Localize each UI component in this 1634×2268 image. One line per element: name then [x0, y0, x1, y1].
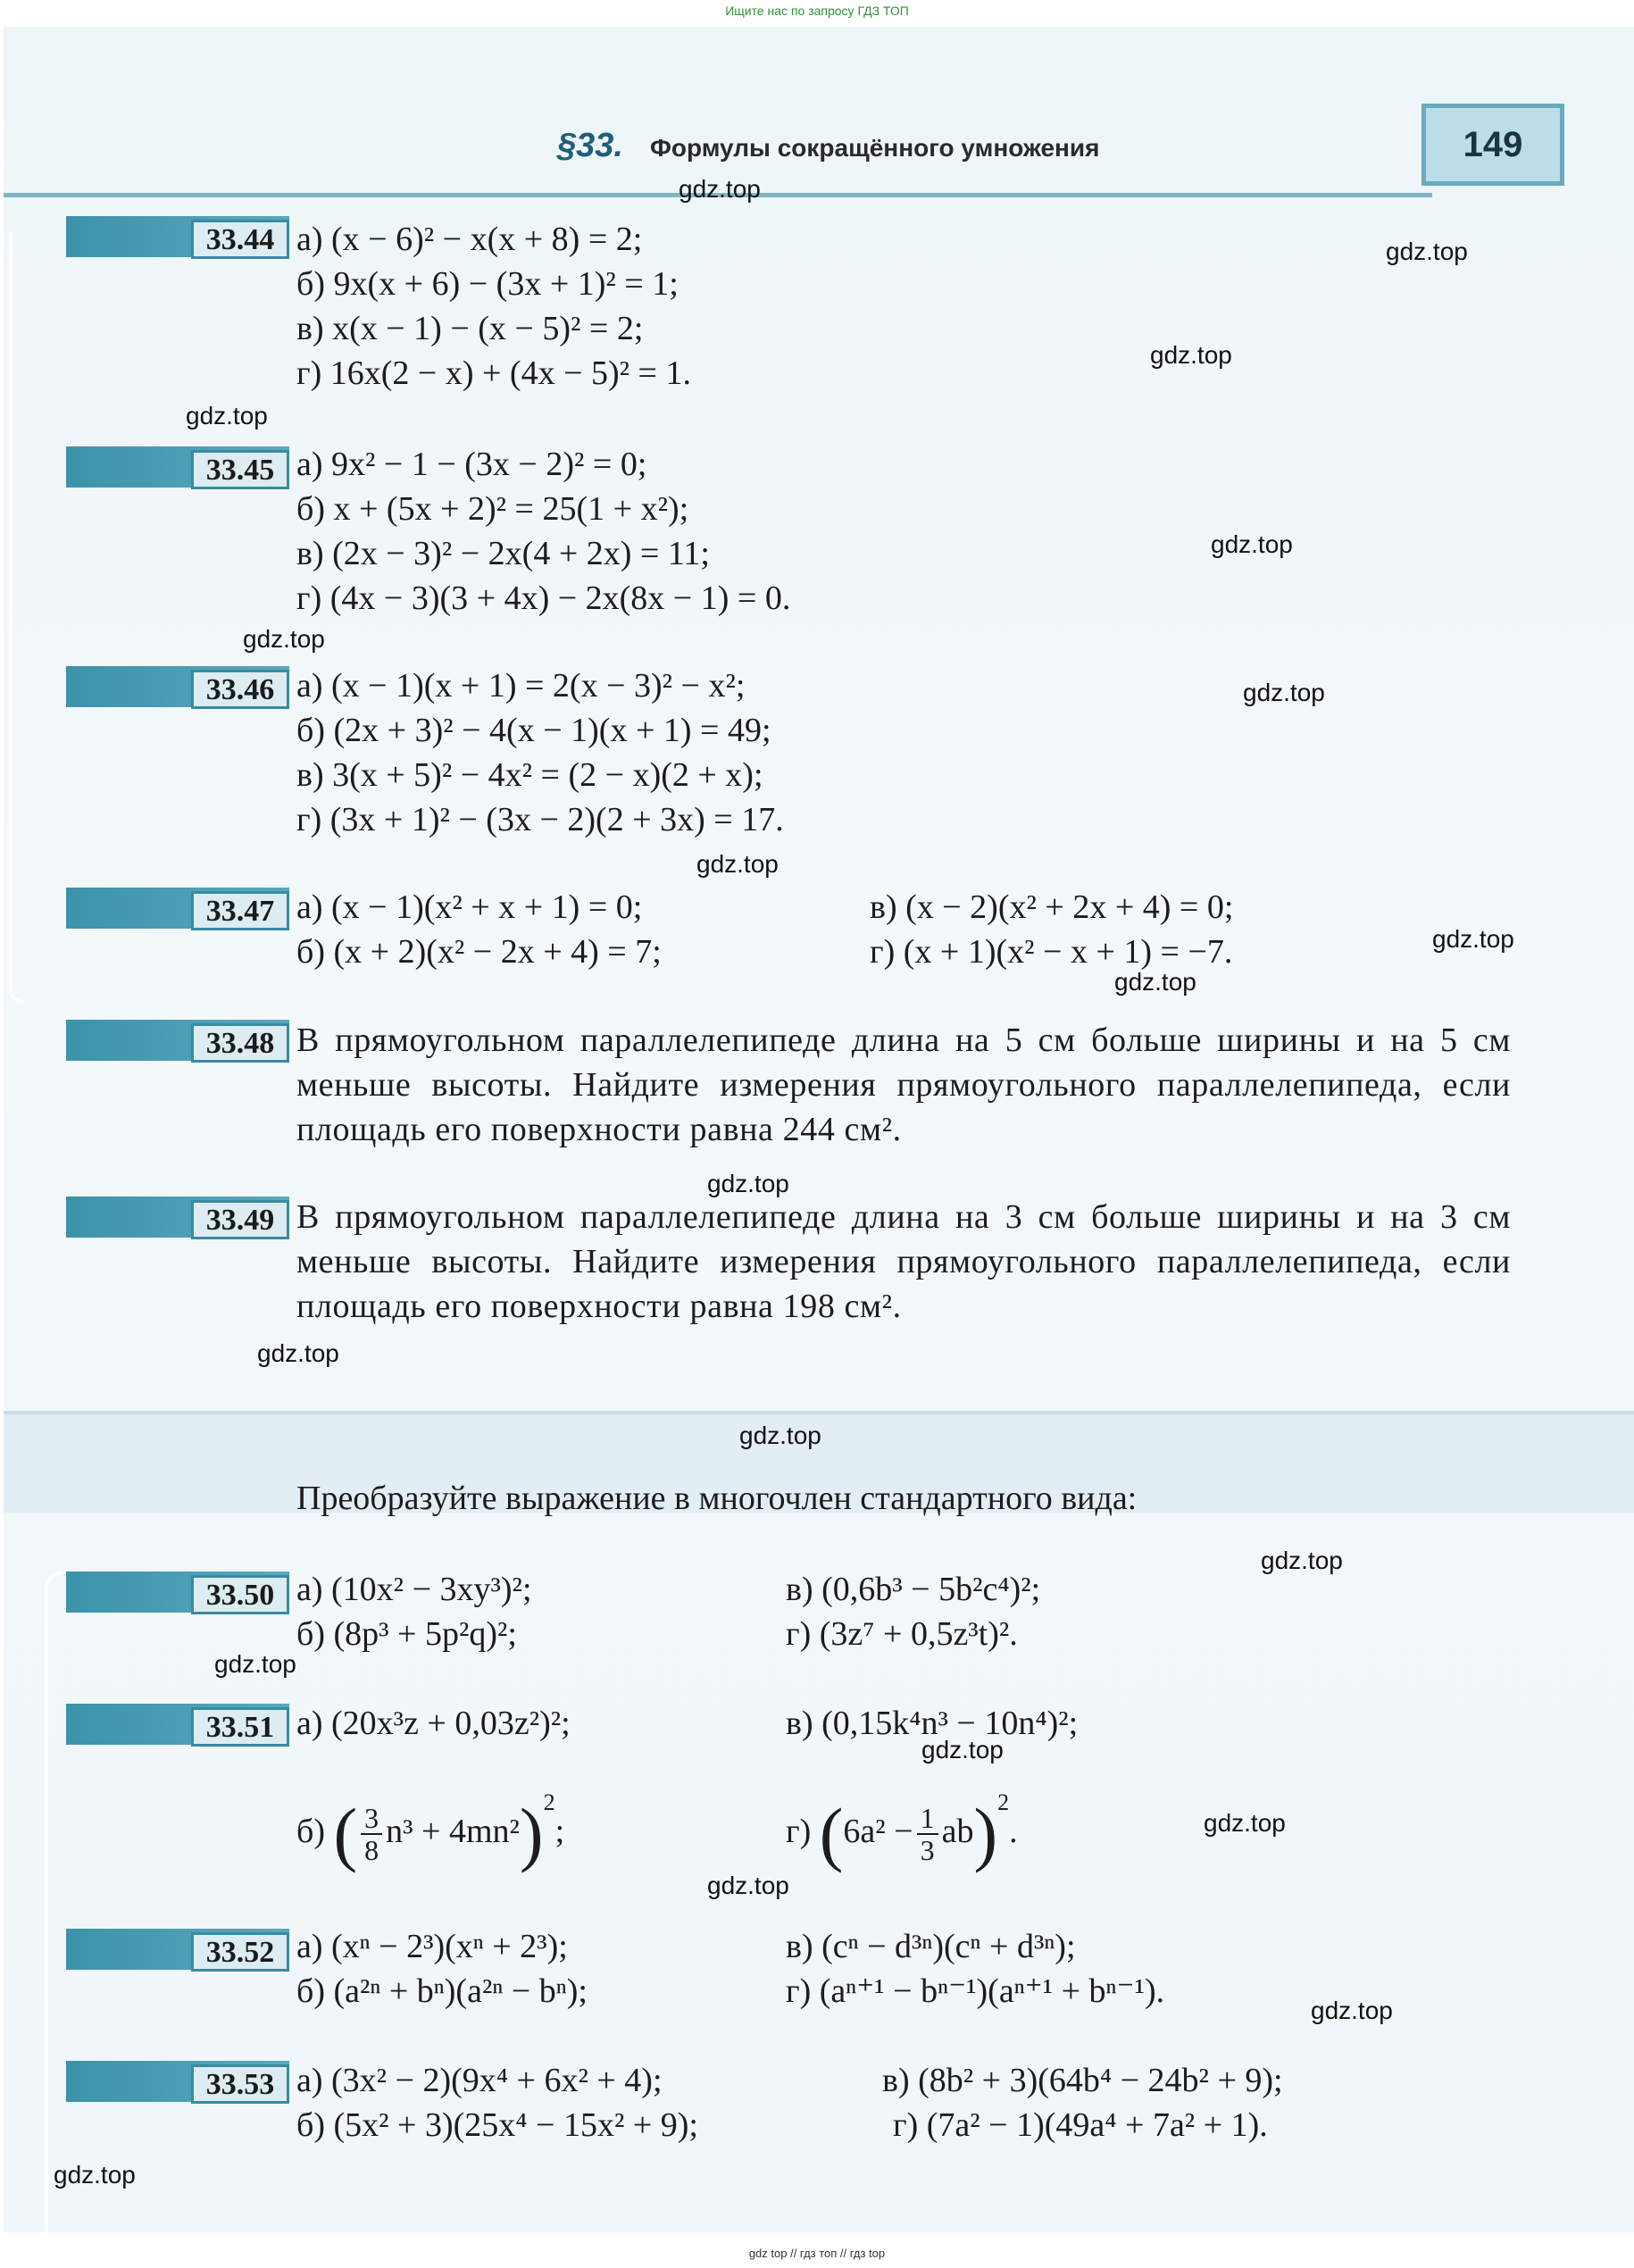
task-item: а) (x − 1)(x + 1) = 2(x − 3)² − x²; — [296, 667, 746, 705]
task-number: 33.47 — [191, 891, 289, 930]
task-item: б) (5x² + 3)(25x⁴ − 15x² + 9); — [296, 2106, 698, 2144]
task-item: б) (x + 2)(x² − 2x + 4) = 7; — [296, 933, 662, 971]
task-item: в) (x − 2)(x² + 2x + 4) = 0; — [870, 888, 1234, 926]
task-item: б) x + (5x + 2)² = 25(1 + x²); — [296, 490, 689, 528]
fraction-numerator: 3 — [361, 1803, 382, 1835]
task-item: в) (8b² + 3)(64b⁴ − 24b² + 9); — [882, 2062, 1283, 2099]
task-item: г) (7a² − 1)(49a⁴ + 7a² + 1). — [893, 2106, 1268, 2144]
task-item: а) 9x² − 1 − (3x − 2)² = 0; — [296, 446, 647, 483]
page-title — [557, 127, 1099, 165]
fraction — [361, 1803, 382, 1865]
task-item — [296, 1763, 564, 1874]
watermark: gdz.top — [257, 1339, 339, 1367]
top-note: Ищите нас по запросу ГДЗ ТОП — [725, 4, 909, 18]
fraction — [917, 1803, 938, 1865]
watermark: gdz.top — [1204, 1809, 1286, 1837]
task-item: в) 3(x + 5)² − 4x² = (2 − x)(2 + x); — [296, 756, 763, 794]
section-title: Формулы сокращённого умножения — [649, 134, 1100, 162]
task-item — [786, 1763, 1018, 1874]
task-number: 33.49 — [191, 1200, 289, 1239]
task-number: 33.46 — [191, 670, 289, 709]
task-number: 33.45 — [191, 450, 289, 489]
task-item: б) 9x(x + 6) − (3x + 1)² = 1; — [296, 265, 679, 303]
watermark: gdz.top — [696, 850, 779, 878]
watermark: gdz.top — [1432, 925, 1514, 953]
task-number: 33.53 — [191, 2064, 289, 2104]
task-item: б) (2x + 3)² − 4(x − 1)(x + 1) = 49; — [296, 712, 771, 749]
task-item: в) (0,15k⁴n³ − 10n⁴)²; — [786, 1705, 1079, 1742]
task-item: в) (cⁿ − d³ⁿ)(cⁿ + d³ⁿ); — [786, 1928, 1076, 1965]
watermark: gdz.top — [1261, 1547, 1343, 1574]
exponent: 2 — [543, 1789, 555, 1815]
watermark: gdz.top — [921, 1736, 1004, 1764]
task-item: а) (xⁿ − 2³)(xⁿ + 2³); — [296, 1928, 568, 1965]
task-item: в) (2x − 3)² − 2x(4 + 2x) = 11; — [296, 535, 710, 572]
watermark: gdz.top — [243, 625, 325, 653]
watermark: gdz.top — [739, 1422, 821, 1449]
watermark: gdz.top — [1150, 341, 1232, 369]
task-item: а) (x − 1)(x² + x + 1) = 0; — [296, 888, 643, 926]
watermark: gdz.top — [186, 402, 268, 429]
punctuation: . — [1009, 1813, 1018, 1850]
task-number: 33.50 — [191, 1575, 289, 1614]
task-number: 33.44 — [191, 220, 289, 259]
decorative-bracket — [9, 232, 23, 1004]
punctuation: ; — [554, 1813, 565, 1850]
task-item: а) (x − 6)² − x(x + 8) = 2; — [296, 221, 643, 258]
watermark: gdz.top — [214, 1650, 296, 1678]
watermark: gdz.top — [1114, 968, 1196, 996]
task-item: г) (4x − 3)(3 + 4x) − 2x(8x − 1) = 0. — [296, 580, 791, 617]
page-number: 149 — [1421, 104, 1564, 186]
fraction-denominator: 8 — [364, 1834, 379, 1867]
exponent: 2 — [997, 1789, 1010, 1815]
task-item: а) (3x² − 2)(9x⁴ + 6x² + 4); — [296, 2062, 663, 2099]
watermark: gdz.top — [54, 2161, 136, 2189]
task-number: 33.51 — [191, 1707, 289, 1747]
task-item: б) (a²ⁿ + bⁿ)(a²ⁿ − bⁿ); — [296, 1972, 588, 2010]
bottom-note: gdz top // гдз топ // гдз top — [748, 2247, 886, 2260]
decorative-bracket — [45, 1572, 61, 2254]
left-paren: ( — [819, 1795, 844, 1874]
task-number: 33.48 — [191, 1023, 289, 1063]
watermark: gdz.top — [707, 1170, 789, 1197]
item-label: б) — [296, 1813, 325, 1850]
task-item: в) x(x − 1) − (x − 5)² = 2; — [296, 310, 644, 347]
watermark: gdz.top — [1311, 1997, 1393, 2024]
watermark: gdz.top — [679, 175, 761, 203]
left-paren: ( — [333, 1795, 358, 1874]
watermark: gdz.top — [1243, 679, 1325, 706]
watermark: gdz.top — [707, 1872, 789, 1899]
task-item: а) (10x² − 3xy³)²; — [296, 1571, 532, 1608]
expression: 6a² − — [843, 1813, 913, 1850]
task-item: а) (20x³z + 0,03z²)²; — [296, 1705, 571, 1742]
task-item: б) (8p³ + 5p²q)²; — [296, 1615, 517, 1653]
instruction-text: Преобразуйте выражение в многочлен стандартного вида: — [296, 1480, 1138, 1517]
task-item: г) (aⁿ⁺¹ − bⁿ⁻¹)(aⁿ⁺¹ + bⁿ⁻¹). — [786, 1972, 1165, 2010]
task-item: г) (3z⁷ + 0,5z³t)². — [786, 1615, 1018, 1653]
task-item: г) (3x + 1)² − (3x − 2)(2 + 3x) = 17. — [296, 801, 784, 838]
watermark: gdz.top — [1386, 238, 1468, 265]
fraction-numerator: 1 — [917, 1803, 938, 1835]
task-number: 33.52 — [191, 1932, 289, 1972]
right-paren: ) — [973, 1795, 998, 1874]
task-text: В прямоугольном параллелепипеде длина на 5 см больше ширины и на 5 см меньше высоты. Найдите измерения прямоугольного параллелепипеда, если площадь его поверхности равна 244 см². — [296, 1021, 1511, 1148]
expression: n³ + 4mn² — [386, 1813, 520, 1850]
item-label: г) — [786, 1813, 812, 1850]
expression: ab — [941, 1813, 974, 1850]
right-paren: ) — [519, 1795, 544, 1874]
task-item: в) (0,6b³ − 5b²c⁴)²; — [786, 1571, 1041, 1608]
fraction-denominator: 3 — [920, 1834, 935, 1867]
watermark: gdz.top — [1211, 530, 1293, 558]
task-item: г) (x + 1)(x² − x + 1) = −7. — [870, 933, 1233, 971]
task-item: г) 16x(2 − x) + (4x − 5)² = 1. — [296, 354, 691, 392]
section-number: §33. — [557, 127, 623, 164]
task-text: В прямоугольном параллелепипеде длина на 3 см больше ширины и на 3 см меньше высоты. Найдите измерения прямоугольного параллелепипеда, если площадь его поверхности равна 198 см². — [296, 1198, 1511, 1325]
